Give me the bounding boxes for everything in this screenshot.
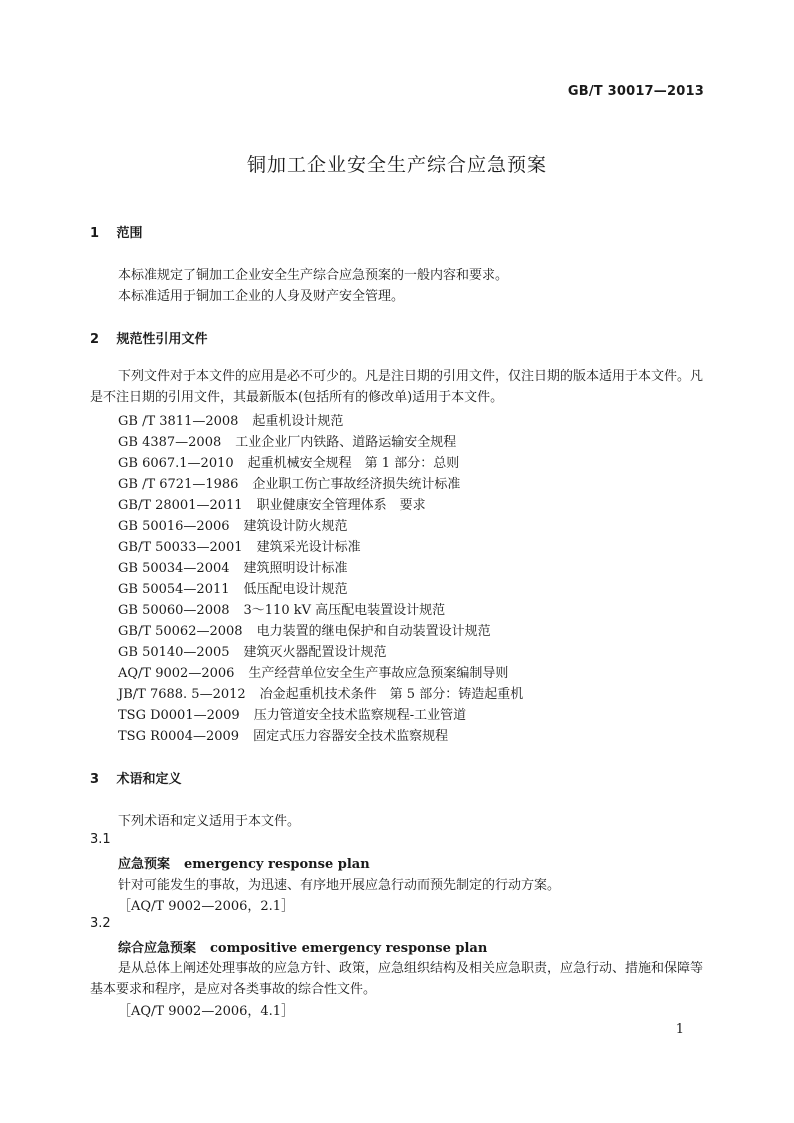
list-item	[118, 495, 523, 516]
section-number: 2	[90, 332, 100, 347]
list-item	[118, 705, 523, 726]
paragraph: 下列文件对于本文件的应用是必不可少的。凡是注日期的引用文件，仅注日期的版本适用于本文件。凡是不注日期的引用文件，其最新版本(包括所有的修改单)适用于本文件。	[90, 369, 704, 405]
reference-code: JB/T 7688. 5—2012	[118, 687, 246, 702]
list-item	[118, 474, 523, 495]
term-english: emergency response plan	[184, 857, 370, 872]
reference-code: GB 6067.1—2010	[118, 456, 234, 471]
list-item	[118, 600, 523, 621]
list-item	[118, 642, 523, 663]
reference-code: GB/T 50033—2001	[118, 540, 243, 555]
term-english: compositive emergency response plan	[210, 941, 488, 956]
term-definition: 是从总体上阐述处理事故的应急方针、政策，应急组织结构及相关应急职责，应急行动、措施和保障等基本要求和程序，是应对各类事故的综合性文件。	[90, 961, 704, 997]
page-number: 1	[675, 1022, 684, 1037]
list-item	[118, 558, 523, 579]
normative-references-list	[118, 411, 523, 747]
term-entry	[118, 937, 487, 956]
term-definition: 针对可能发生的事故，为迅速、有序地开展应急行动而预先制定的行动方案。	[118, 878, 561, 893]
reference-code: GB/T 50062—2008	[118, 624, 243, 639]
reference-title: 起重机械安全规程 第 1 部分：总则	[247, 456, 460, 471]
list-item	[118, 621, 523, 642]
reference-title: 建筑采光设计标准	[256, 540, 361, 555]
list-item	[118, 684, 523, 705]
reference-code: TSG R0004—2009	[118, 729, 240, 744]
reference-title: 固定式压力容器安全技术监察规程	[253, 729, 449, 744]
section-title: 术语和定义	[116, 772, 182, 787]
reference-title: 建筑照明设计标准	[243, 561, 348, 576]
reference-title: 生产经营单位安全生产事故应急预案编制导则	[248, 666, 509, 681]
paragraph: 本标准规定了铜加工企业安全生产综合应急预案的一般内容和要求。	[118, 268, 509, 283]
term-entry	[118, 853, 370, 872]
paragraph: 下列术语和定义适用于本文件。	[118, 814, 301, 829]
term-chinese: 应急预案	[118, 857, 171, 872]
reference-title: 工业企业厂内铁路、道路运输安全规程	[235, 435, 457, 450]
reference-title: 电力装置的继电保护和自动装置设计规范	[256, 624, 491, 639]
reference-title: 建筑设计防火规范	[243, 519, 348, 534]
reference-code: GB 50140—2005	[118, 645, 230, 660]
reference-code: GB 50016—2006	[118, 519, 230, 534]
reference-code: GB /T 3811—2008	[118, 414, 239, 429]
document-title: 铜加工企业安全生产综合应急预案	[246, 154, 547, 176]
subsection-number: 3.2	[90, 916, 111, 931]
subsection-number: 3.1	[90, 832, 111, 847]
list-item	[118, 432, 523, 453]
reference-code: GB /T 6721—1986	[118, 477, 239, 492]
section-3-heading	[90, 768, 182, 787]
list-item	[118, 579, 523, 600]
list-item	[118, 453, 523, 474]
section-title: 规范性引用文件	[116, 332, 208, 347]
reference-code: GB 50034—2004	[118, 561, 230, 576]
reference-title: 建筑灭火器配置设计规范	[243, 645, 387, 660]
reference-title: 企业职工伤亡事故经济损失统计标准	[252, 477, 461, 492]
standard-code: GB/T 30017—2013	[567, 84, 704, 99]
list-item	[118, 726, 523, 747]
reference-title: 3～110 kV 高压配电装置设计规范	[243, 603, 446, 618]
list-item	[118, 663, 523, 684]
reference-title: 职业健康安全管理体系 要求	[256, 498, 426, 513]
term-source: ［AQ/T 9002—2006，2.1］	[118, 899, 295, 914]
reference-title: 起重机设计规范	[252, 414, 344, 429]
term-chinese: 综合应急预案	[118, 941, 197, 956]
reference-code: GB/T 28001—2011	[118, 498, 243, 513]
list-item	[118, 537, 523, 558]
reference-title: 低压配电设计规范	[243, 582, 348, 597]
reference-code: GB 4387—2008	[118, 435, 222, 450]
section-number: 3	[90, 772, 100, 787]
list-item	[118, 411, 523, 432]
paragraph: 本标准适用于铜加工企业的人身及财产安全管理。	[118, 289, 405, 304]
reference-code: GB 50054—2011	[118, 582, 230, 597]
section-2-heading	[90, 328, 208, 347]
list-item	[118, 516, 523, 537]
reference-title: 压力管道安全技术监察规程-工业管道	[253, 708, 467, 723]
term-source: ［AQ/T 9002—2006，4.1］	[118, 1004, 295, 1019]
reference-code: GB 50060—2008	[118, 603, 230, 618]
section-title: 范围	[116, 226, 143, 241]
reference-title: 冶金起重机技术条件 第 5 部分：铸造起重机	[259, 687, 524, 702]
section-number: 1	[90, 226, 100, 241]
reference-code: TSG D0001—2009	[118, 708, 240, 723]
reference-code: AQ/T 9002—2006	[118, 666, 235, 681]
section-1-heading	[90, 222, 143, 241]
